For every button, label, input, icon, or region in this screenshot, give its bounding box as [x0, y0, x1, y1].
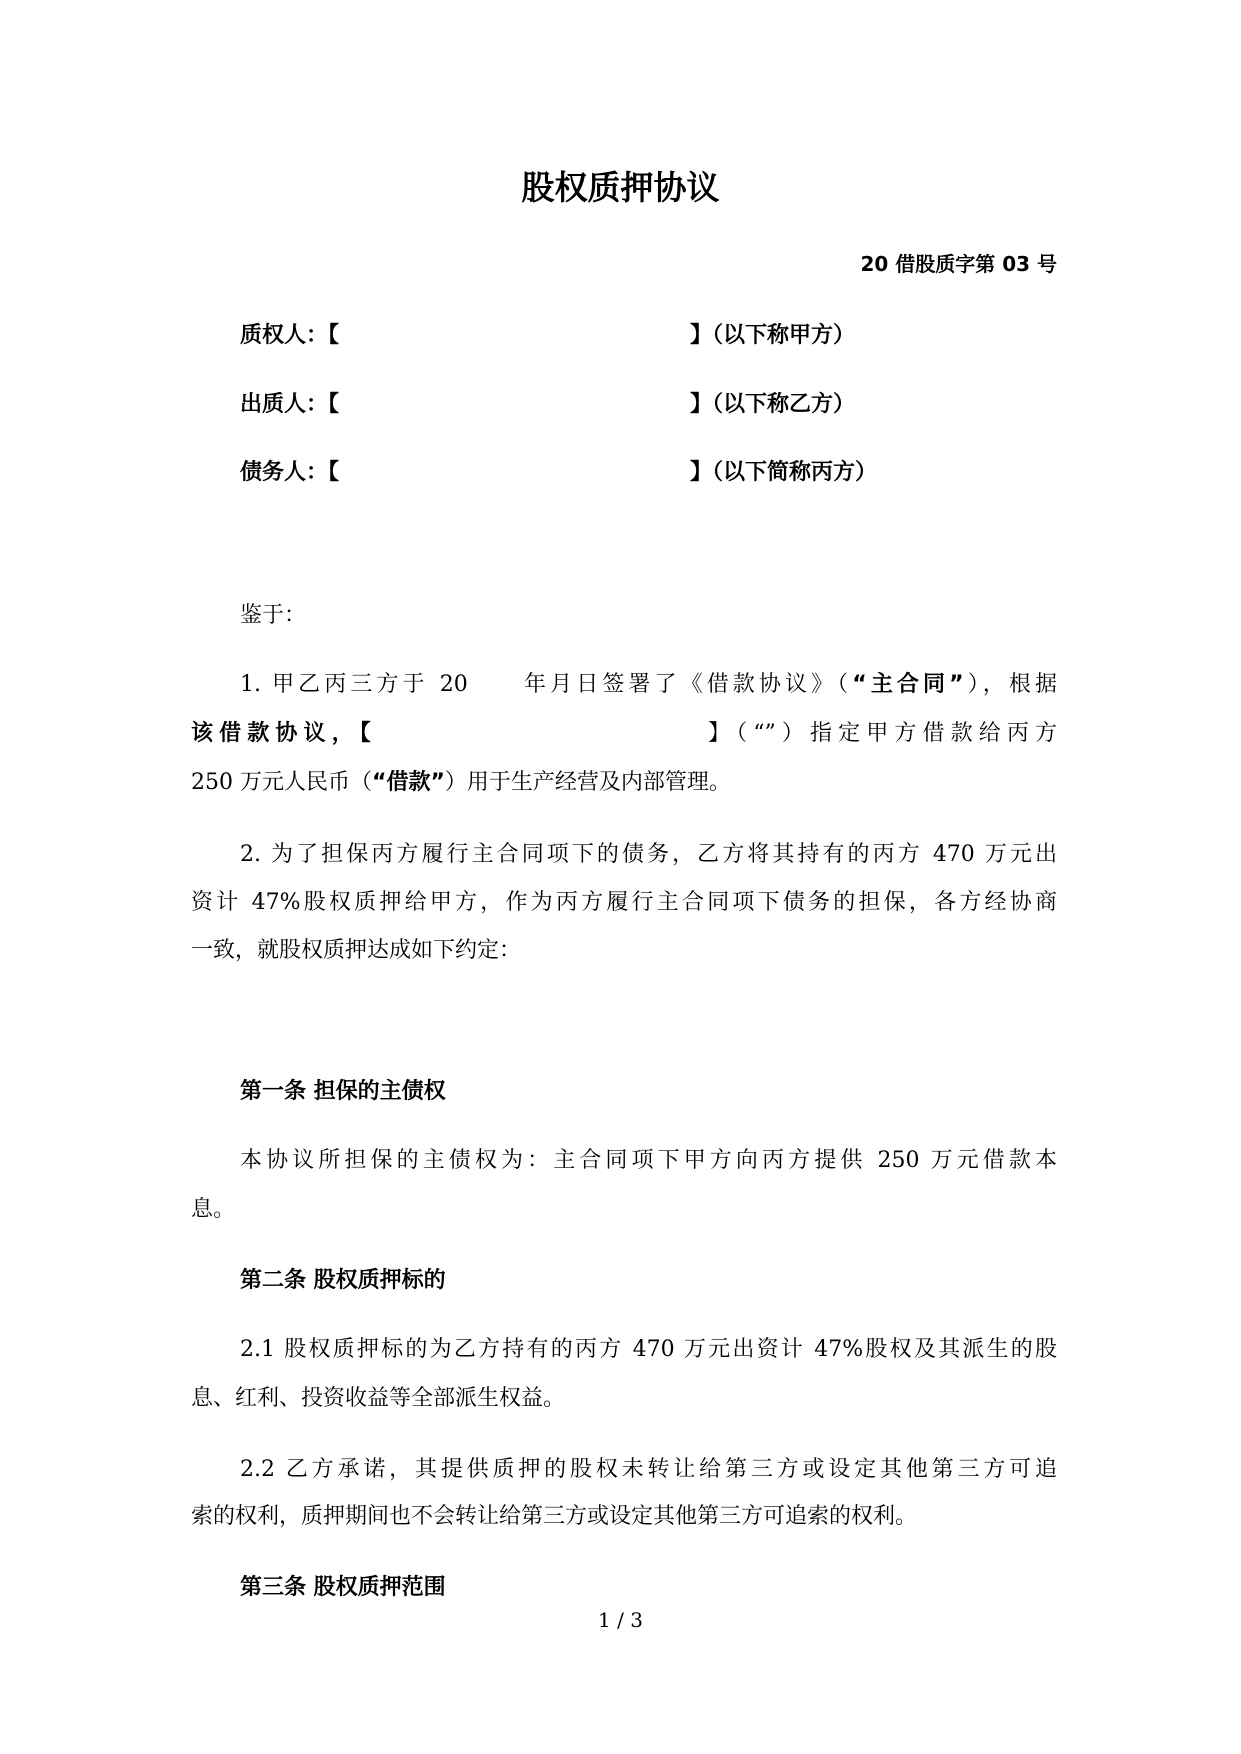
party-debtor — [240, 455, 1040, 485]
text: ），根据 — [963, 672, 1057, 697]
text: 】（“”）指定甲方借款给丙方 — [701, 721, 1057, 746]
recital-1-line — [191, 765, 1057, 796]
party-pledgor — [240, 387, 1040, 417]
article-2-1-line: 2.1 股权质押标的为乙方持有的丙方 470 万元出资计 47%股权及其派生的股 — [240, 1337, 1057, 1362]
party-designation: 】（以下称乙方） — [690, 392, 856, 417]
party-pledgee — [240, 318, 1040, 348]
recital-1-line — [191, 716, 1057, 747]
recital-2-line: 2. 为了担保丙方履行主合同项下的债务，乙方将其持有的丙方 470 万元出 — [240, 842, 1057, 867]
article-3-heading: 第三条 股权质押范围 — [240, 1575, 446, 1600]
party-designation: 】（以下简称丙方） — [690, 460, 878, 485]
party-label: 债务人：【 — [240, 460, 340, 485]
recital-1-line — [240, 667, 1057, 698]
party-designation: 】（以下称甲方） — [690, 323, 856, 348]
document-title: 股权质押协议 — [521, 168, 720, 207]
article-2-2-line: 2.2 乙方承诺，其提供质押的股权未转让给第三方或设定其他第三方可追 — [240, 1457, 1057, 1482]
recital-2-line: 一致，就股权质押达成如下约定： — [191, 938, 522, 963]
recital-intro: 鉴于： — [240, 603, 307, 628]
defined-term: “借款” — [372, 770, 445, 795]
article-1-line: 息。 — [191, 1197, 236, 1222]
defined-term: “主合同” — [852, 672, 964, 697]
party-label: 质权人：【 — [240, 323, 340, 348]
text: ）用于生产经营及内部管理。 — [444, 770, 731, 795]
party-label: 出质人：【 — [240, 392, 340, 417]
text: 1. 甲乙丙三方于 20 年月日签署了《借款协议》（ — [240, 672, 853, 697]
text: 该借款协议，【 — [191, 721, 377, 746]
article-1-line: 本协议所担保的主债权为：主合同项下甲方向丙方提供 250 万元借款本 — [240, 1148, 1057, 1173]
article-2-2-line: 索的权利，质押期间也不会转让给第三方或设定其他第三方可追索的权利。 — [191, 1504, 918, 1529]
article-1-heading: 第一条 担保的主债权 — [240, 1079, 446, 1104]
recital-2-line: 资计 47%股权质押给甲方，作为丙方履行主合同项下债务的担保，各方经协商 — [191, 890, 1057, 915]
text: 250 万元人民币（ — [191, 770, 372, 795]
article-2-heading: 第二条 股权质押标的 — [240, 1268, 446, 1293]
page-number: 1 / 3 — [598, 1608, 643, 1632]
article-2-1-line: 息、红利、投资收益等全部派生权益。 — [191, 1386, 566, 1411]
document-number: 20 借股质字第 03 号 — [860, 252, 1057, 276]
